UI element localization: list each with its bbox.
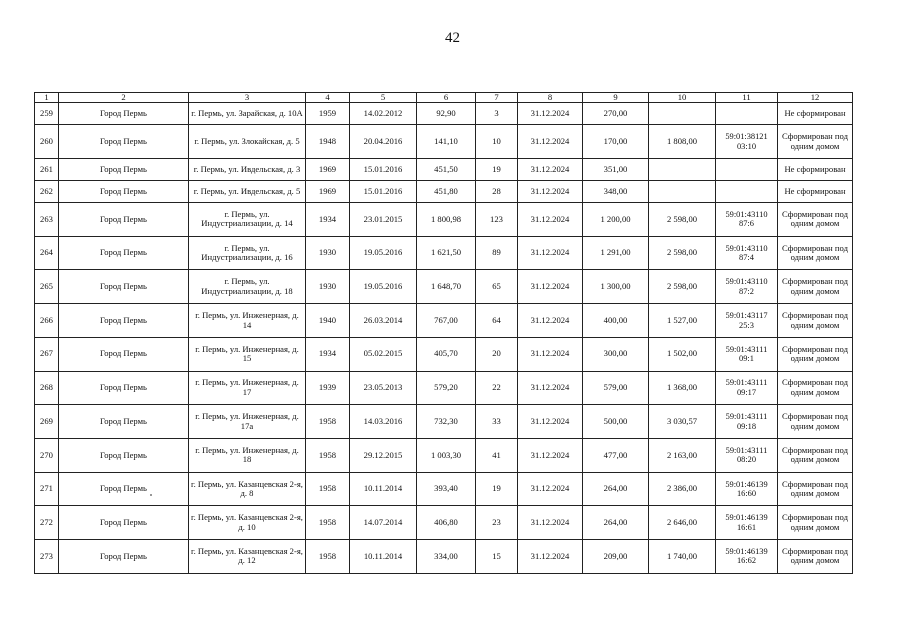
address-cell: г. Пермь, ул. Инженерная, д. 17 [189, 371, 306, 405]
column-header: 2 [59, 93, 189, 103]
area-cell-2: 300,00 [583, 337, 649, 371]
date-cell: 19.05.2016 [350, 236, 417, 270]
date-cell: 15.01.2016 [350, 159, 417, 181]
year-built-cell: 1969 [306, 181, 350, 203]
table-row [35, 270, 853, 304]
column-header: 5 [350, 93, 417, 103]
land-area-cell: 1 368,00 [649, 371, 716, 405]
address-cell: г. Пермь, ул. Казанцевская 2-я, д. 8 [189, 472, 306, 506]
table-row [35, 181, 853, 203]
row-number-cell: 273 [35, 539, 59, 573]
year-built-cell: 1930 [306, 270, 350, 304]
cadastral-number-cell: 59:01:43111 09:18 [716, 405, 778, 439]
residents-cell: 65 [476, 270, 518, 304]
year-built-cell: 1948 [306, 125, 350, 159]
land-status-cell: Сформирован под одним домом [778, 539, 853, 573]
area-cell: 334,00 [417, 539, 476, 573]
residents-cell: 23 [476, 506, 518, 540]
region-cell: Город Пермь [59, 539, 189, 573]
row-number-cell: 272 [35, 506, 59, 540]
land-status-cell: Сформирован под одним домом [778, 438, 853, 472]
column-header: 8 [518, 93, 583, 103]
date-cell: 23.01.2015 [350, 203, 417, 237]
land-status-cell: Сформирован под одним домом [778, 506, 853, 540]
year-built-cell: 1939 [306, 371, 350, 405]
date-cell: 26.03.2014 [350, 304, 417, 338]
deadline-cell: 31.12.2024 [518, 472, 583, 506]
cadastral-number-cell [716, 103, 778, 125]
area-cell-2: 1 300,00 [583, 270, 649, 304]
row-number-cell: 269 [35, 405, 59, 439]
area-cell: 1 003,30 [417, 438, 476, 472]
date-cell: 14.02.2012 [350, 103, 417, 125]
cadastral-number-cell: 59:01:43111 08:20 [716, 438, 778, 472]
address-cell: г. Пермь, ул. Ивдельская, д. 5 [189, 181, 306, 203]
land-status-cell: Сформирован под одним домом [778, 304, 853, 338]
year-built-cell: 1958 [306, 405, 350, 439]
deadline-cell: 31.12.2024 [518, 125, 583, 159]
residents-cell: 41 [476, 438, 518, 472]
table-row [35, 405, 853, 439]
land-area-cell: 1 527,00 [649, 304, 716, 338]
area-cell: 451,50 [417, 159, 476, 181]
area-cell: 405,70 [417, 337, 476, 371]
date-cell: 10.11.2014 [350, 472, 417, 506]
area-cell-2: 500,00 [583, 405, 649, 439]
land-status-cell: Сформирован под одним домом [778, 472, 853, 506]
land-area-cell: 2 598,00 [649, 236, 716, 270]
deadline-cell: 31.12.2024 [518, 506, 583, 540]
address-cell: г. Пермь, ул. Казанцевская 2-я, д. 10 [189, 506, 306, 540]
table-body [35, 103, 853, 573]
year-built-cell: 1959 [306, 103, 350, 125]
header-row [35, 93, 853, 103]
row-number-cell: 262 [35, 181, 59, 203]
year-built-cell: 1940 [306, 304, 350, 338]
date-cell: 14.07.2014 [350, 506, 417, 540]
area-cell: 92,90 [417, 103, 476, 125]
area-cell-2: 579,00 [583, 371, 649, 405]
residents-cell: 89 [476, 236, 518, 270]
area-cell-2: 1 291,00 [583, 236, 649, 270]
deadline-cell: 31.12.2024 [518, 159, 583, 181]
area-cell: 1 648,70 [417, 270, 476, 304]
column-header: 9 [583, 93, 649, 103]
land-area-cell: 1 808,00 [649, 125, 716, 159]
residents-cell: 28 [476, 181, 518, 203]
address-cell: г. Пермь, ул. Инженерная, д. 17а [189, 405, 306, 439]
residents-cell: 19 [476, 159, 518, 181]
date-cell: 10.11.2014 [350, 539, 417, 573]
row-number-cell: 271 [35, 472, 59, 506]
table-row [35, 371, 853, 405]
table-row [35, 438, 853, 472]
land-area-cell [649, 181, 716, 203]
deadline-cell: 31.12.2024 [518, 371, 583, 405]
land-status-cell: Сформирован под одним домом [778, 236, 853, 270]
housing-registry-table [34, 92, 853, 574]
deadline-cell: 31.12.2024 [518, 270, 583, 304]
cadastral-number-cell: 59:01:43117 25:3 [716, 304, 778, 338]
land-area-cell [649, 159, 716, 181]
area-cell-2: 400,00 [583, 304, 649, 338]
deadline-cell: 31.12.2024 [518, 405, 583, 439]
land-status-cell: Не сформирован [778, 159, 853, 181]
area-cell: 732,30 [417, 405, 476, 439]
column-header: 7 [476, 93, 518, 103]
cadastral-number-cell [716, 181, 778, 203]
date-cell: 15.01.2016 [350, 181, 417, 203]
region-cell: Город Пермь [59, 159, 189, 181]
residents-cell: 19 [476, 472, 518, 506]
row-number-cell: 261 [35, 159, 59, 181]
area-cell-2: 1 200,00 [583, 203, 649, 237]
area-cell: 451,80 [417, 181, 476, 203]
land-status-cell: Не сформирован [778, 181, 853, 203]
year-built-cell: 1958 [306, 539, 350, 573]
page-number: 42 [445, 30, 460, 46]
year-built-cell: 1934 [306, 337, 350, 371]
residents-cell: 10 [476, 125, 518, 159]
residents-cell: 20 [476, 337, 518, 371]
residents-cell: 64 [476, 304, 518, 338]
table-row [35, 236, 853, 270]
date-cell: 05.02.2015 [350, 337, 417, 371]
region-cell: Город Пермь [59, 181, 189, 203]
row-number-cell: 270 [35, 438, 59, 472]
land-area-cell: 1 740,00 [649, 539, 716, 573]
row-number-cell: 264 [35, 236, 59, 270]
region-cell: Город Пермь [59, 472, 189, 506]
cadastral-number-cell: 59:01:43110 87:6 [716, 203, 778, 237]
region-cell: Город Пермь [59, 506, 189, 540]
deadline-cell: 31.12.2024 [518, 203, 583, 237]
region-cell: Город Пермь [59, 125, 189, 159]
land-area-cell: 2 598,00 [649, 270, 716, 304]
address-cell: г. Пермь, ул. Индустриализации, д. 14 [189, 203, 306, 237]
table-row [35, 159, 853, 181]
table-row [35, 304, 853, 338]
row-number-cell: 260 [35, 125, 59, 159]
column-header: 6 [417, 93, 476, 103]
address-cell: г. Пермь, ул. Злокайская, д. 5 [189, 125, 306, 159]
date-cell: 23.05.2013 [350, 371, 417, 405]
row-number-cell: 259 [35, 103, 59, 125]
cadastral-number-cell: 59:01:46139 16:60 [716, 472, 778, 506]
cadastral-number-cell: 59:01:46139 16:61 [716, 506, 778, 540]
area-cell: 1 800,98 [417, 203, 476, 237]
residents-cell: 123 [476, 203, 518, 237]
region-cell: Город Пермь [59, 405, 189, 439]
deadline-cell: 31.12.2024 [518, 181, 583, 203]
region-cell: Город Пермь [59, 337, 189, 371]
land-area-cell: 2 598,00 [649, 203, 716, 237]
area-cell: 767,00 [417, 304, 476, 338]
year-built-cell: 1934 [306, 203, 350, 237]
date-cell: 19.05.2016 [350, 270, 417, 304]
region-cell: Город Пермь [59, 103, 189, 125]
address-cell: г. Пермь, ул. Инженерная, д. 18 [189, 438, 306, 472]
address-cell: г. Пермь, ул. Казанцевская 2-я, д. 12 [189, 539, 306, 573]
land-area-cell: 2 646,00 [649, 506, 716, 540]
year-built-cell: 1958 [306, 438, 350, 472]
land-status-cell: Сформирован под одним домом [778, 405, 853, 439]
row-number-cell: 265 [35, 270, 59, 304]
region-cell: Город Пермь [59, 270, 189, 304]
year-built-cell: 1969 [306, 159, 350, 181]
area-cell-2: 170,00 [583, 125, 649, 159]
column-header: 4 [306, 93, 350, 103]
date-cell: 20.04.2016 [350, 125, 417, 159]
column-header: 10 [649, 93, 716, 103]
residents-cell: 33 [476, 405, 518, 439]
area-cell: 141,10 [417, 125, 476, 159]
land-status-cell: Сформирован под одним домом [778, 371, 853, 405]
region-cell: Город Пермь [59, 203, 189, 237]
deadline-cell: 31.12.2024 [518, 236, 583, 270]
address-cell: г. Пермь, ул. Инженерная, д. 15 [189, 337, 306, 371]
year-built-cell: 1958 [306, 506, 350, 540]
table-row [35, 125, 853, 159]
area-cell: 579,20 [417, 371, 476, 405]
table-row [35, 539, 853, 573]
column-header: 11 [716, 93, 778, 103]
table-row [35, 103, 853, 125]
deadline-cell: 31.12.2024 [518, 103, 583, 125]
area-cell-2: 348,00 [583, 181, 649, 203]
area-cell-2: 477,00 [583, 438, 649, 472]
year-built-cell: 1958 [306, 472, 350, 506]
deadline-cell: 31.12.2024 [518, 438, 583, 472]
year-built-cell: 1930 [306, 236, 350, 270]
table-row [35, 506, 853, 540]
table-row [35, 337, 853, 371]
cadastral-number-cell: 59:01:38121 03:10 [716, 125, 778, 159]
residents-cell: 22 [476, 371, 518, 405]
area-cell-2: 264,00 [583, 506, 649, 540]
address-cell: г. Пермь, ул. Инженерная, д. 14 [189, 304, 306, 338]
column-header: 12 [778, 93, 853, 103]
date-cell: 29.12.2015 [350, 438, 417, 472]
land-status-cell: Сформирован под одним домом [778, 125, 853, 159]
land-area-cell: 3 030,57 [649, 405, 716, 439]
deadline-cell: 31.12.2024 [518, 304, 583, 338]
land-status-cell: Сформирован под одним домом [778, 203, 853, 237]
land-status-cell: Сформирован под одним домом [778, 270, 853, 304]
table-row [35, 472, 853, 506]
cadastral-number-cell [716, 159, 778, 181]
row-number-cell: 266 [35, 304, 59, 338]
area-cell-2: 264,00 [583, 472, 649, 506]
row-number-cell: 267 [35, 337, 59, 371]
table-row [35, 203, 853, 237]
area-cell: 406,80 [417, 506, 476, 540]
residents-cell: 15 [476, 539, 518, 573]
deadline-cell: 31.12.2024 [518, 539, 583, 573]
address-cell: г. Пермь, ул. Ивдельская, д. 3 [189, 159, 306, 181]
column-header: 3 [189, 93, 306, 103]
area-cell: 1 621,50 [417, 236, 476, 270]
address-cell: г. Пермь, ул. Индустриализации, д. 18 [189, 270, 306, 304]
cadastral-number-cell: 59:01:43111 09:1 [716, 337, 778, 371]
row-number-cell: 268 [35, 371, 59, 405]
land-area-cell: 2 163,00 [649, 438, 716, 472]
land-status-cell: Сформирован под одним домом [778, 337, 853, 371]
column-header: 1 [35, 93, 59, 103]
row-number-cell: 263 [35, 203, 59, 237]
area-cell-2: 209,00 [583, 539, 649, 573]
address-cell: г. Пермь, ул. Индустриализации, д. 16 [189, 236, 306, 270]
region-cell: Город Пермь [59, 304, 189, 338]
land-status-cell: Не сформирован [778, 103, 853, 125]
date-cell: 14.03.2016 [350, 405, 417, 439]
region-cell: Город Пермь [59, 438, 189, 472]
region-cell: Город Пермь [59, 236, 189, 270]
deadline-cell: 31.12.2024 [518, 337, 583, 371]
land-area-cell: 2 386,00 [649, 472, 716, 506]
residents-cell: 3 [476, 103, 518, 125]
land-area-cell [649, 103, 716, 125]
address-cell: г. Пермь, ул. Зарайская, д. 10А [189, 103, 306, 125]
scan-speck [150, 494, 152, 496]
region-cell: Город Пермь [59, 371, 189, 405]
cadastral-number-cell: 59:01:46139 16:62 [716, 539, 778, 573]
area-cell: 393,40 [417, 472, 476, 506]
area-cell-2: 270,00 [583, 103, 649, 125]
cadastral-number-cell: 59:01:43110 87:2 [716, 270, 778, 304]
cadastral-number-cell: 59:01:43111 09:17 [716, 371, 778, 405]
land-area-cell: 1 502,00 [649, 337, 716, 371]
area-cell-2: 351,00 [583, 159, 649, 181]
cadastral-number-cell: 59:01:43110 87:4 [716, 236, 778, 270]
